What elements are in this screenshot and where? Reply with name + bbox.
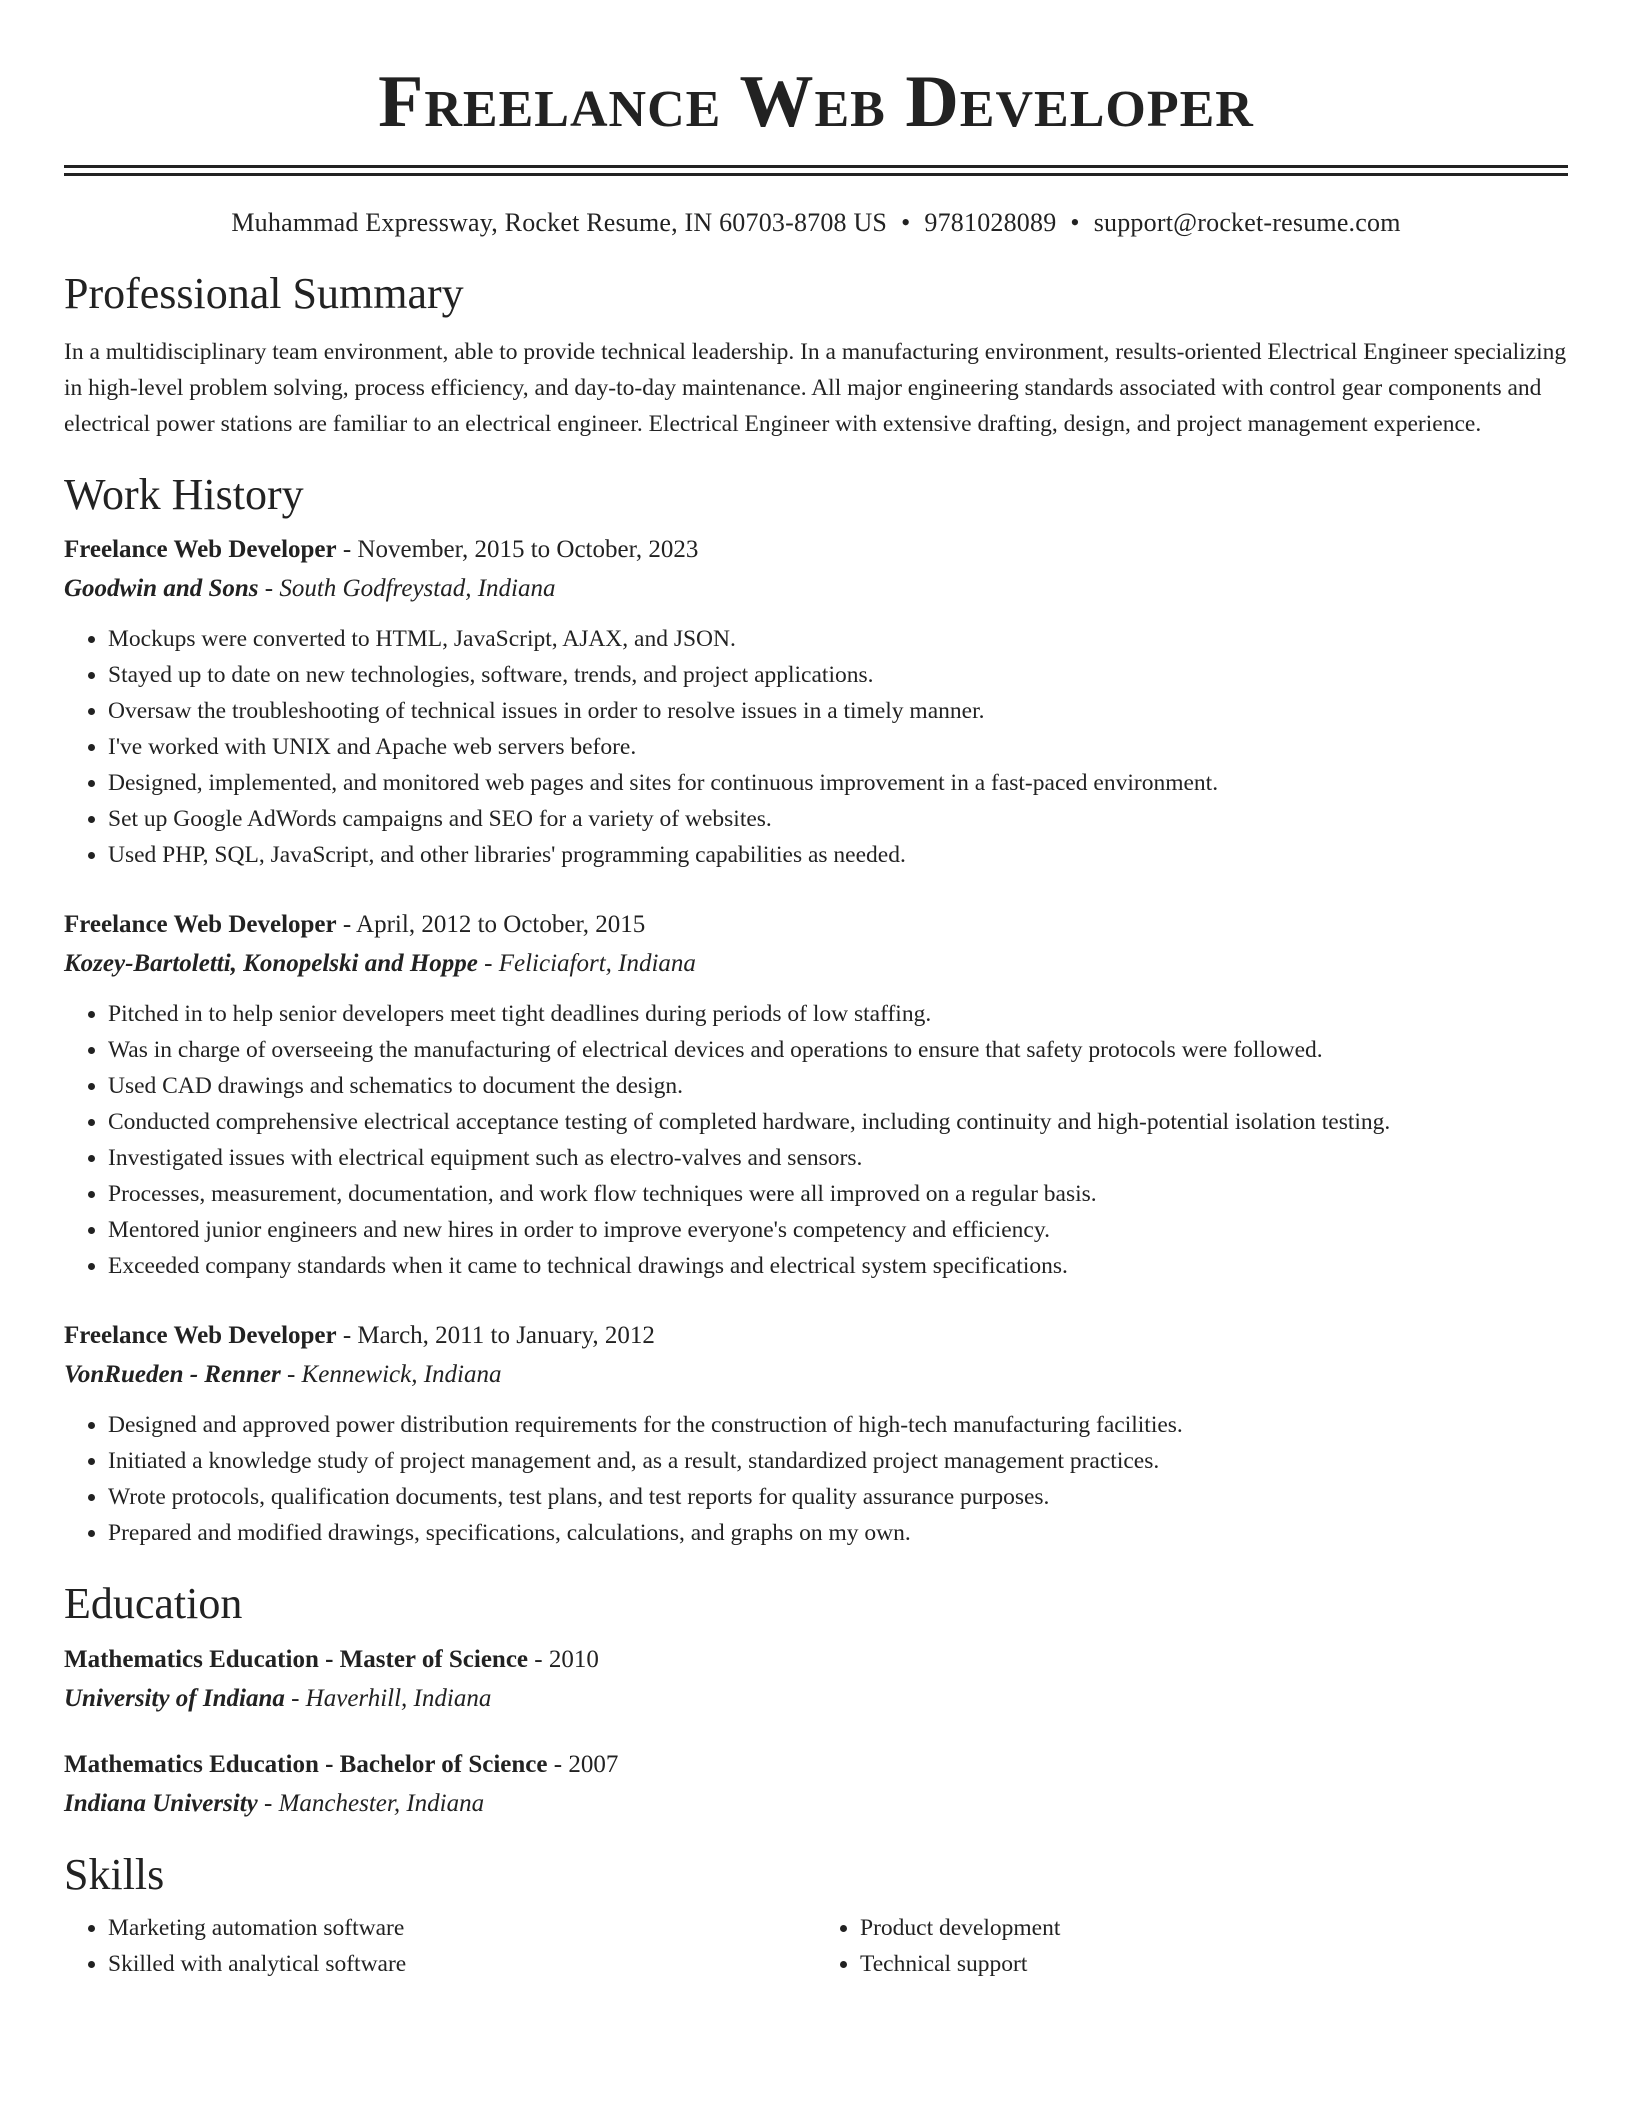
job-company: Goodwin and Sons [64, 575, 259, 602]
education-location: - Haverhill, Indiana [284, 1685, 492, 1712]
job-company: VonRueden - Renner [64, 1361, 281, 1388]
job-employer [64, 946, 1568, 982]
job-bullet: • Investigated issues with electrical equipment such as electro-valves and sensors. [108, 1140, 1568, 1176]
summary-section [64, 267, 1568, 442]
job-location: - Feliciafort, Indiana [477, 950, 696, 977]
education-year: - 2010 [528, 1646, 599, 1673]
title-double-rule [64, 165, 1568, 176]
skills-columns [64, 1910, 1568, 1982]
job-bullet: • Designed and approved power distribution requirements for the construction of high-tech manufacturing facilities. [108, 1407, 1568, 1443]
job-bullet: • Used CAD drawings and schematics to document the design. [108, 1068, 1568, 1104]
summary-heading: Professional Summary [64, 269, 464, 318]
job-bullet: • Exceeded company standards when it came to technical drawings and electrical system specifications. [108, 1248, 1568, 1284]
job-bullets [64, 996, 1568, 1284]
job-bullet: • Used PHP, SQL, JavaScript, and other libraries' programming capabilities as needed. [108, 837, 1568, 873]
job-title: Freelance Web Developer [64, 536, 337, 563]
job-bullet: • Mentored junior engineers and new hires in order to improve everyone's competency and efficiency. [108, 1212, 1568, 1248]
skill-item: • Marketing automation software [108, 1910, 816, 1946]
contact-line [64, 205, 1568, 241]
contact-separator: • [901, 208, 911, 237]
resume-page [64, 0, 1568, 1982]
contact-separator: • [1070, 208, 1080, 237]
education-entry [64, 1642, 1568, 1717]
job-title: Freelance Web Developer [64, 911, 337, 938]
job-entry [64, 532, 1568, 873]
job-bullet: • Set up Google AdWords campaigns and SEO for a variety of websites. [108, 801, 1568, 837]
contact-address: Muhammad Expressway, Rocket Resume, IN 60703-8708 US [231, 208, 888, 237]
job-location: - Kennewick, Indiana [280, 1361, 502, 1388]
education-heading: Education [64, 1579, 243, 1628]
skill-item: • Technical support [860, 1946, 1568, 1982]
job-location: - South Godfreystad, Indiana [258, 575, 556, 602]
job-header [64, 532, 1568, 568]
skill-item: • Skilled with analytical software [108, 1946, 816, 1982]
job-header [64, 1318, 1568, 1354]
job-dates: - March, 2011 to January, 2012 [336, 1322, 655, 1349]
education-year: - 2007 [547, 1751, 619, 1778]
work-history-heading: Work History [64, 470, 304, 519]
job-entry [64, 907, 1568, 1284]
summary-text: In a multidisciplinary team environment, able to provide technical leadership. In a manufacturing environment, results-oriented Electrical Engineer specializing in high-level problem solving, process efficiency, and day-to-day maintenance. All major engineering standards associated with control gear components and electrical power stations are familiar to an electrical engineer. Electrical Engineer with extensive drafting, design, and project management experience. [64, 339, 1567, 437]
education-degree: Mathematics Education - Master of Science [64, 1646, 529, 1673]
job-bullet: • Oversaw the troubleshooting of technical issues in order to resolve issues in a timely manner. [108, 693, 1568, 729]
education-section [64, 1577, 1568, 1822]
job-bullet: • Mockups were converted to HTML, JavaScript, AJAX, and JSON. [108, 621, 1568, 657]
contact-phone: 9781028089 [924, 208, 1057, 237]
job-bullet: • Wrote protocols, qualification documents, test plans, and test reports for quality assurance purposes. [108, 1479, 1568, 1515]
contact-email: support@rocket-resume.com [1093, 208, 1401, 237]
job-title: Freelance Web Developer [64, 1322, 337, 1349]
education-school: Indiana University [64, 1790, 258, 1817]
job-bullet: • Initiated a knowledge study of project management and, as a result, standardized project management practices. [108, 1443, 1568, 1479]
job-bullet: • Conducted comprehensive electrical acceptance testing of completed hardware, including continuity and high-potential isolation testing. [108, 1104, 1568, 1140]
job-bullet: • Pitched in to help senior developers meet tight deadlines during periods of low staffing. [108, 996, 1568, 1032]
job-bullet: • Stayed up to date on new technologies, software, trends, and project applications. [108, 657, 1568, 693]
work-history-section [64, 468, 1568, 1551]
job-entry [64, 1318, 1568, 1551]
education-header [64, 1747, 1568, 1783]
skills-list-right [816, 1910, 1568, 1982]
education-header [64, 1642, 1568, 1678]
job-bullet: • Was in charge of overseeing the manufacturing of electrical devices and operations to ensure that safety protocols were followed. [108, 1032, 1568, 1068]
job-bullet: • Designed, implemented, and monitored web pages and sites for continuous improvement in a fast-paced environment. [108, 765, 1568, 801]
resume-title: Freelance Web Developer [378, 61, 1254, 143]
job-employer [64, 571, 1568, 607]
skill-item: • Product development [860, 1910, 1568, 1946]
skills-section [64, 1848, 1568, 1982]
education-school-line [64, 1786, 1568, 1822]
job-bullets [64, 1407, 1568, 1551]
job-company: Kozey-Bartoletti, Konopelski and Hoppe [64, 950, 478, 977]
job-dates: - April, 2012 to October, 2015 [336, 911, 646, 938]
education-entry [64, 1747, 1568, 1822]
skills-heading: Skills [64, 1850, 165, 1899]
education-school: University of Indiana [64, 1685, 285, 1712]
job-header [64, 907, 1568, 943]
skills-list-left [64, 1910, 816, 1982]
job-employer [64, 1357, 1568, 1393]
education-degree: Mathematics Education - Bachelor of Science [64, 1751, 548, 1778]
education-school-line [64, 1681, 1568, 1717]
job-bullet: • I've worked with UNIX and Apache web servers before. [108, 729, 1568, 765]
job-bullets [64, 621, 1568, 873]
job-bullet: • Prepared and modified drawings, specifications, calculations, and graphs on my own. [108, 1515, 1568, 1551]
job-dates: - November, 2015 to October, 2023 [336, 536, 699, 563]
education-location: - Manchester, Indiana [257, 1790, 485, 1817]
job-bullet: • Processes, measurement, documentation, and work flow techniques were all improved on a regular basis. [108, 1176, 1568, 1212]
